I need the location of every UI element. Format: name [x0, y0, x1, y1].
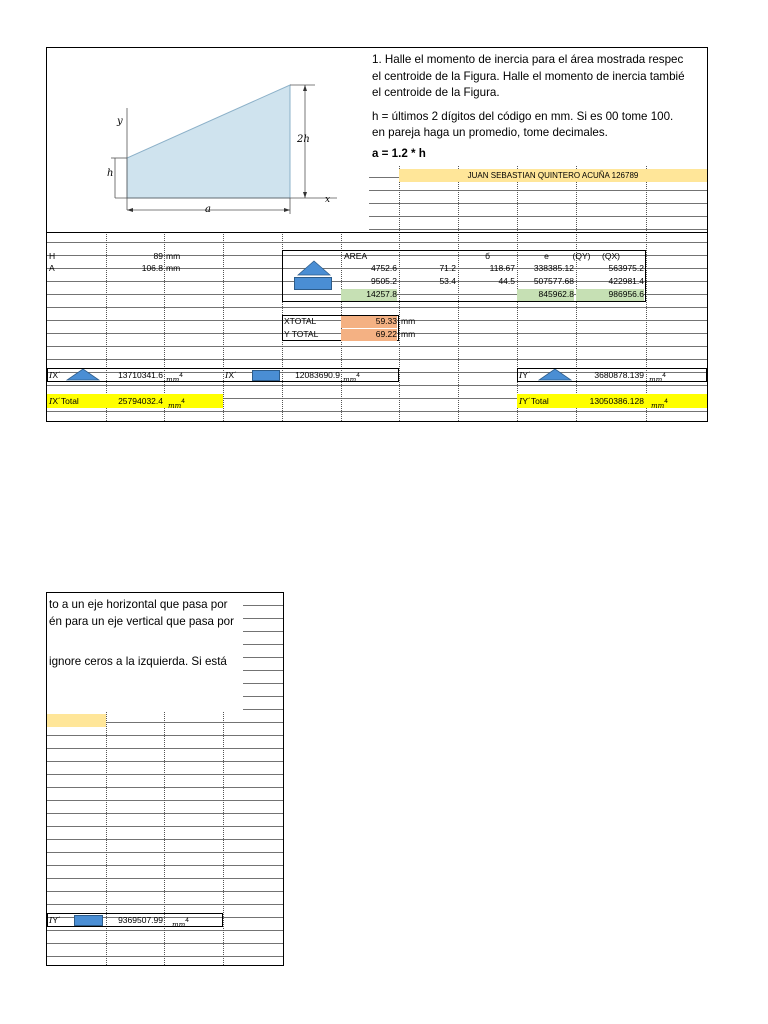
- total-qx: 986956.6: [576, 289, 644, 301]
- formula-text: a = 1.2 * h: [372, 147, 426, 160]
- table-header-e: e: [544, 251, 549, 261]
- triangle-shape-icon: [297, 260, 331, 276]
- A-unit: mm: [166, 263, 181, 273]
- rectangle-shape-icon: [252, 370, 280, 381]
- xtotal-value: 59.33: [341, 316, 397, 328]
- ytotal-unit: mm: [401, 329, 416, 339]
- iy-total-value: 13050386.128: [589, 396, 644, 406]
- iy-total-unit: $mm^4$: [651, 398, 668, 410]
- row1-b: 71.2: [439, 263, 456, 273]
- ix-triangle-label: IX´: [49, 370, 61, 381]
- ix-total-value: 25794032.4: [118, 396, 163, 406]
- H-value[interactable]: 89: [153, 251, 163, 261]
- spreadsheet-page-2: [46, 592, 284, 966]
- iy-rect-unit: $mm^4$: [172, 917, 189, 929]
- student-name-band-continuation: [47, 714, 106, 727]
- A-label: A: [49, 263, 55, 273]
- y-axis-label: y: [117, 116, 123, 127]
- 2h-label: 2h: [297, 134, 310, 145]
- xtotal-label: XTOTAL: [284, 316, 317, 326]
- table-header-b: б: [485, 251, 490, 261]
- x-axis-label: x: [325, 195, 331, 205]
- continuation-line-2: én para un eje vertical que pasa por: [49, 615, 234, 628]
- ix-total-unit: $mm^4$: [168, 398, 185, 410]
- ix-triangle-value: 13710341.6: [118, 370, 163, 380]
- a-label: a: [205, 204, 211, 215]
- iy-triangle-label: IY´: [519, 370, 531, 381]
- ix-rect-unit: $mm^4$: [343, 372, 360, 384]
- row1-qx: 563975.2: [608, 263, 644, 273]
- row2-b: 53.4: [439, 276, 456, 286]
- iy-total-label: IY´Total: [519, 396, 549, 407]
- iy-triangle-value: 3680878.139: [594, 370, 644, 380]
- iy-rect-label: IY´: [49, 915, 61, 926]
- iy-rect-value: 9369507.99: [118, 915, 163, 925]
- ytotal-value: 69.22: [341, 329, 397, 341]
- row1-qy: 338385.12: [533, 263, 574, 273]
- ix-rect-label: IX´: [225, 370, 237, 381]
- problem-line-3: el centroide de la Figura.: [372, 86, 500, 99]
- row1-e: 118.67: [489, 263, 515, 273]
- triangle-shape-icon: [538, 369, 572, 381]
- row1-area: 4752.6: [371, 263, 397, 273]
- rectangle-shape-icon: [294, 277, 332, 290]
- continuation-line-1: to a un eje horizontal que pasa por: [49, 598, 228, 611]
- total-area: 14257.8: [341, 289, 397, 301]
- problem-line-4: h = últimos 2 dígitos del código en mm. Si es 00 tome 100.: [372, 110, 674, 123]
- row2-qy: 507577.68: [533, 276, 574, 286]
- table-header-area: AREA: [344, 251, 368, 261]
- xtotal-unit: mm: [401, 316, 416, 326]
- spreadsheet-page-1: [46, 47, 708, 422]
- H-unit: mm: [166, 251, 181, 261]
- student-name-cell: JUAN SEBASTIAN QUINTERO ACUÑA 126789: [399, 169, 707, 182]
- iy-triangle-unit: $mm^4$: [649, 372, 666, 384]
- row2-qx: 422981.4: [608, 276, 644, 286]
- triangle-shape-icon: [66, 369, 100, 381]
- ytotal-label: Y TOTAL: [284, 329, 319, 339]
- ix-rect-value: 12083690.9: [295, 370, 340, 380]
- h-label: h: [107, 168, 114, 179]
- continuation-line-3: ignore ceros a la izquierda. Si está: [49, 655, 227, 668]
- table-header-qx: (QX): [602, 251, 620, 261]
- A-value[interactable]: 106.8: [141, 263, 163, 273]
- problem-line-5: en pareja haga un promedio, tome decimales.: [372, 126, 608, 139]
- ix-total-label: IX´Total: [49, 396, 79, 407]
- problem-line-1: 1. Halle el momento de inercia para el área mostrada respec: [372, 53, 684, 66]
- total-qy: 845962.8: [517, 289, 574, 301]
- row2-area: 9505.2: [371, 276, 397, 286]
- rectangle-shape-icon: [74, 915, 103, 926]
- row2-e: 44.5: [498, 276, 515, 286]
- H-label: H: [49, 251, 56, 261]
- table-header-qy: (QY): [572, 251, 591, 261]
- section-divider: [47, 232, 707, 233]
- ix-triangle-unit: $mm^4$: [166, 372, 183, 384]
- problem-line-2: el centroide de la Figura. Halle el momento de inercia tambié: [372, 70, 685, 83]
